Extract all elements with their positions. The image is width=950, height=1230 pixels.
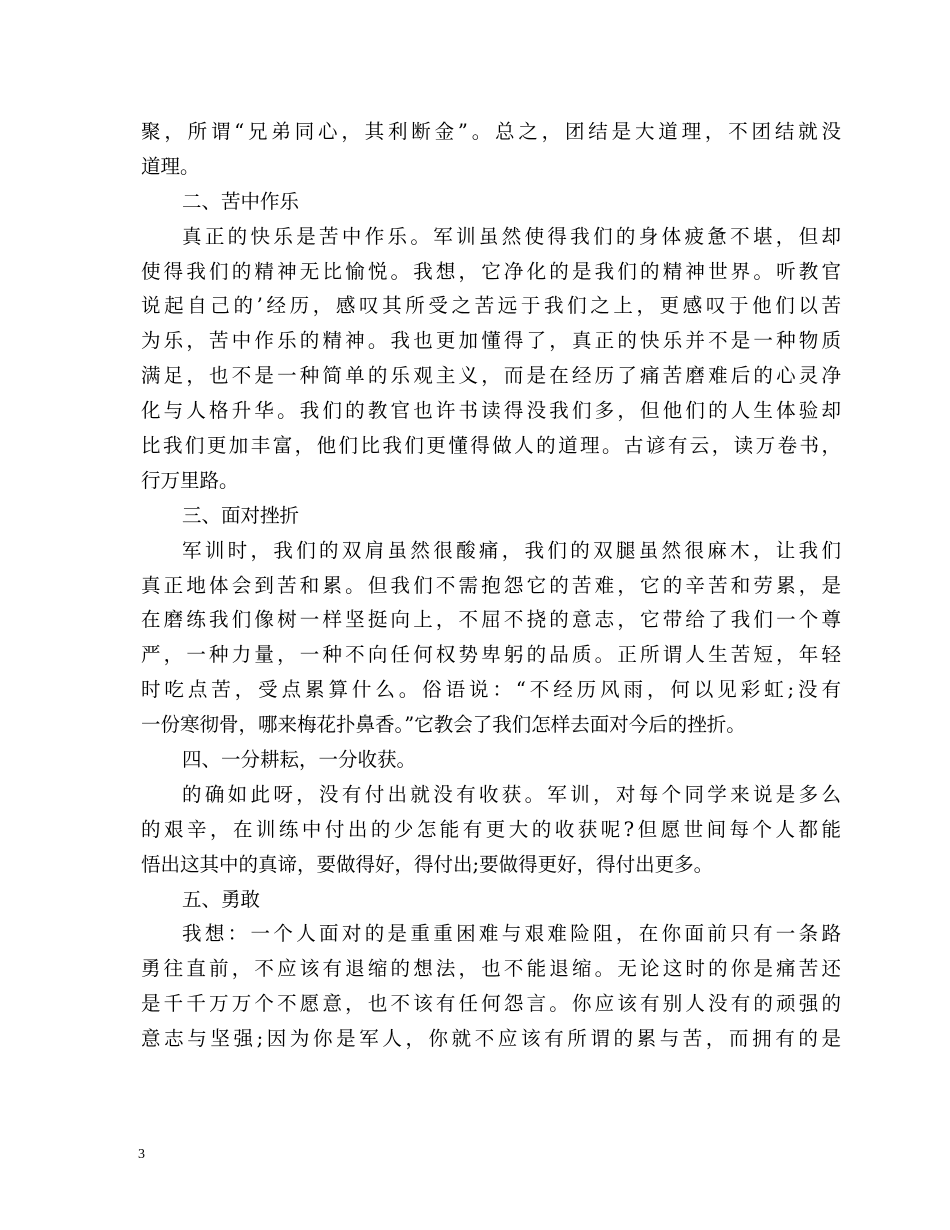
- text-line: 真正地体会到苦和累。但我们不需抱怨它的苦难，它的辛苦和劳累，是: [141, 573, 841, 597]
- text-line: 我想：一个人面对的是重重困难与艰难险阻，在你面前只有一条路: [182, 922, 841, 946]
- section-heading: 四、一分耕耘，一分收获。: [182, 748, 417, 772]
- text-line: 严，一种力量，一种不向任何权势卑躬的品质。正所谓人生苦短，年轻: [141, 643, 841, 667]
- section-heading: 三、面对挫折: [182, 503, 300, 527]
- text-line: 真正的快乐是苦中作乐。军训虽然使得我们的身体疲惫不堪，但却: [182, 224, 841, 248]
- text-line: 道理。: [141, 154, 200, 178]
- text-line: 一份寒彻骨，哪来梅花扑鼻香。”它教会了我们怎样去面对今后的挫折。: [141, 713, 746, 737]
- text-line: 聚，所谓“兄弟同心，其利断金”。总之，团结是大道理，不团结就没: [141, 120, 841, 143]
- text-line: 说起自己的’经历，感叹其所受之苦远于我们之上，更感叹于他们以苦: [141, 294, 841, 318]
- text-line: 行万里路。: [141, 468, 239, 492]
- text-line: 时吃点苦，受点累算什么。俗语说：“不经历风雨，何以见彩虹;没有: [141, 678, 841, 702]
- text-line: 悟出这其中的真谛，要做得好，得付出;要做得更好，得付出更多。: [141, 852, 714, 876]
- body-text: [141, 115, 841, 1057]
- text-line: 满足，也不是一种简单的乐观主义，而是在经历了痛苦磨难后的心灵净: [141, 364, 841, 388]
- section-heading: 二、苦中作乐: [182, 189, 300, 213]
- section-heading: 五、勇敢: [182, 887, 261, 911]
- text-line: 比我们更加丰富，他们比我们更懂得做人的道理。古谚有云，读万卷书，: [141, 434, 841, 458]
- text-line: 的艰辛，在训练中付出的少怎能有更大的收获呢?但愿世间每个人都能: [141, 817, 841, 841]
- text-line: 军训时，我们的双肩虽然很酸痛，我们的双腿虽然很麻木，让我们: [182, 538, 841, 562]
- text-line: 在磨练我们像树一样坚挺向上，不屈不挠的意志，它带给了我们一个尊: [141, 608, 841, 632]
- text-line: 为乐，苦中作乐的精神。我也更加懂得了，真正的快乐并不是一种物质: [141, 329, 841, 353]
- text-line: 意志与坚强;因为你是军人，你就不应该有所谓的累与苦，而拥有的是: [141, 1027, 841, 1051]
- text-line: 是千千万万个不愿意，也不该有任何怨言。你应该有别人没有的顽强的: [141, 992, 841, 1016]
- text-line: 使得我们的精神无比愉悦。我想，它净化的是我们的精神世界。听教官: [141, 259, 841, 283]
- text-line: 的确如此呀，没有付出就没有收获。军训，对每个同学来说是多么: [182, 782, 841, 806]
- page-number: 3: [138, 1147, 145, 1162]
- text-line: 勇往直前，不应该有退缩的想法，也不能退缩。无论这时的你是痛苦还: [141, 957, 841, 981]
- text-line: 化与人格升华。我们的教官也许书读得没我们多，但他们的人生体验却: [141, 399, 841, 423]
